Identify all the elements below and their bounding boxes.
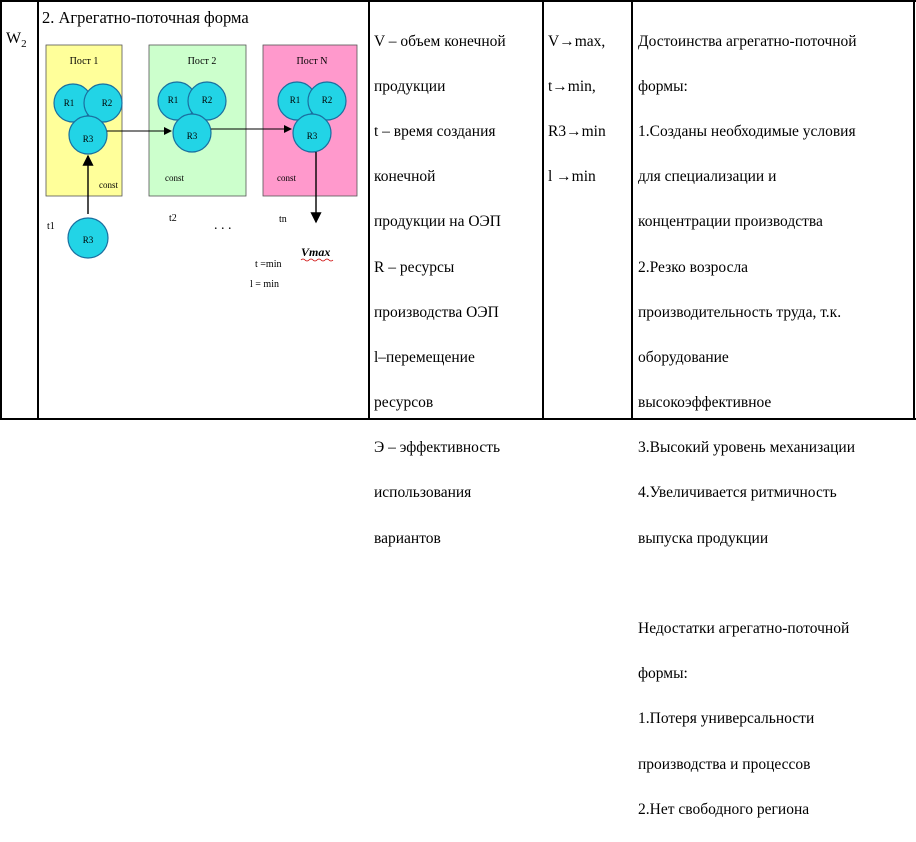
- post-const-3: const: [277, 173, 296, 183]
- merit-line: 1.Созданы необходимые условия: [638, 122, 856, 140]
- circle-label: R1: [167, 95, 179, 105]
- row-label-sub: 2: [21, 38, 27, 51]
- definition-line: l–перемещение: [374, 348, 475, 366]
- circle-label: R2: [321, 95, 333, 105]
- merit-line: 4.Увеличивается ритмичность: [638, 484, 837, 502]
- post-const-1: const: [99, 180, 118, 190]
- row-label: [6, 30, 27, 50]
- merit-line: производства и процессов: [638, 755, 811, 773]
- definition-line: t – время создания: [374, 122, 496, 140]
- criterion-line: t→min,: [548, 77, 596, 95]
- time-label-t1: t1: [47, 221, 55, 232]
- circle-label: R1: [63, 98, 75, 108]
- row-label-main: W: [6, 30, 22, 47]
- merit-line: производительность труда, т.к.: [638, 303, 842, 321]
- merit-line: 1.Потеря универсальности: [638, 710, 815, 728]
- merit-line: для специализации и: [638, 168, 777, 186]
- merit-line: концентрации производства: [638, 213, 823, 231]
- criteria-cell: [548, 8, 630, 211]
- input-circle-label: R3: [82, 235, 94, 245]
- merit-line: формы:: [638, 665, 688, 683]
- circle-label: R1: [289, 95, 301, 105]
- border-right: [913, 0, 915, 420]
- divider-2: [368, 0, 370, 420]
- post-title-2: Пост 2: [187, 56, 217, 67]
- definition-line: использования: [374, 484, 472, 502]
- merit-line: оборудование: [638, 348, 729, 366]
- criterion-line: l →min: [548, 168, 596, 186]
- circle-label: R3: [82, 134, 94, 144]
- t-min-label: t =min: [255, 259, 282, 270]
- merit-line: высокоэффективное: [638, 394, 772, 412]
- criterion-line: V→max,: [548, 32, 606, 50]
- definition-line: продукции на ОЭП: [374, 213, 501, 231]
- merit-line: Недостатки агрегатно-поточной: [638, 620, 850, 638]
- vmax-underline: [301, 259, 333, 261]
- definition-line: V – объем конечной: [374, 32, 506, 50]
- post-title-3: Пост N: [296, 56, 328, 67]
- definitions-cell: [374, 8, 540, 573]
- divider-3: [542, 0, 544, 420]
- l-min-label: l = min: [250, 279, 279, 290]
- aggregate-flow-diagram: [39, 2, 368, 418]
- merit-line: 3.Высокий уровень механизации: [638, 439, 855, 457]
- circle-label: R2: [101, 98, 113, 108]
- post-const-2: const: [165, 173, 184, 183]
- diagram-heading: 2. Агрегатно-поточная форма: [42, 8, 249, 27]
- merit-line: 2.Резко возросла: [638, 258, 749, 276]
- definition-line: производства ОЭП: [374, 303, 499, 321]
- circle-label: R3: [186, 131, 198, 141]
- merit-line: формы:: [638, 77, 688, 95]
- circle-label: R2: [201, 95, 213, 105]
- definition-line: продукции: [374, 77, 446, 95]
- circle-label: R3: [306, 131, 318, 141]
- merit-line: выпуска продукции: [638, 529, 769, 547]
- ellipsis-dots: . . .: [214, 218, 232, 233]
- definition-line: вариантов: [374, 529, 441, 547]
- definition-line: Э – эффективность: [374, 439, 501, 457]
- definition-line: R – ресурсы: [374, 258, 455, 276]
- time-label-tn: tn: [279, 214, 287, 225]
- border-left: [0, 0, 2, 420]
- time-label-t2: t2: [169, 213, 177, 224]
- post-title-1: Пост 1: [69, 56, 99, 67]
- merit-line: [638, 573, 912, 596]
- definition-line: конечной: [374, 168, 436, 186]
- definition-line: ресурсов: [374, 394, 434, 412]
- merits-cell: [638, 8, 912, 842]
- criterion-line: R3→min: [548, 122, 606, 140]
- divider-4: [631, 0, 633, 420]
- merit-line: Достоинства агрегатно-поточной: [638, 32, 857, 50]
- vmax-label: Vmax: [301, 245, 331, 259]
- merit-line: 2.Нет свободного региона: [638, 800, 810, 818]
